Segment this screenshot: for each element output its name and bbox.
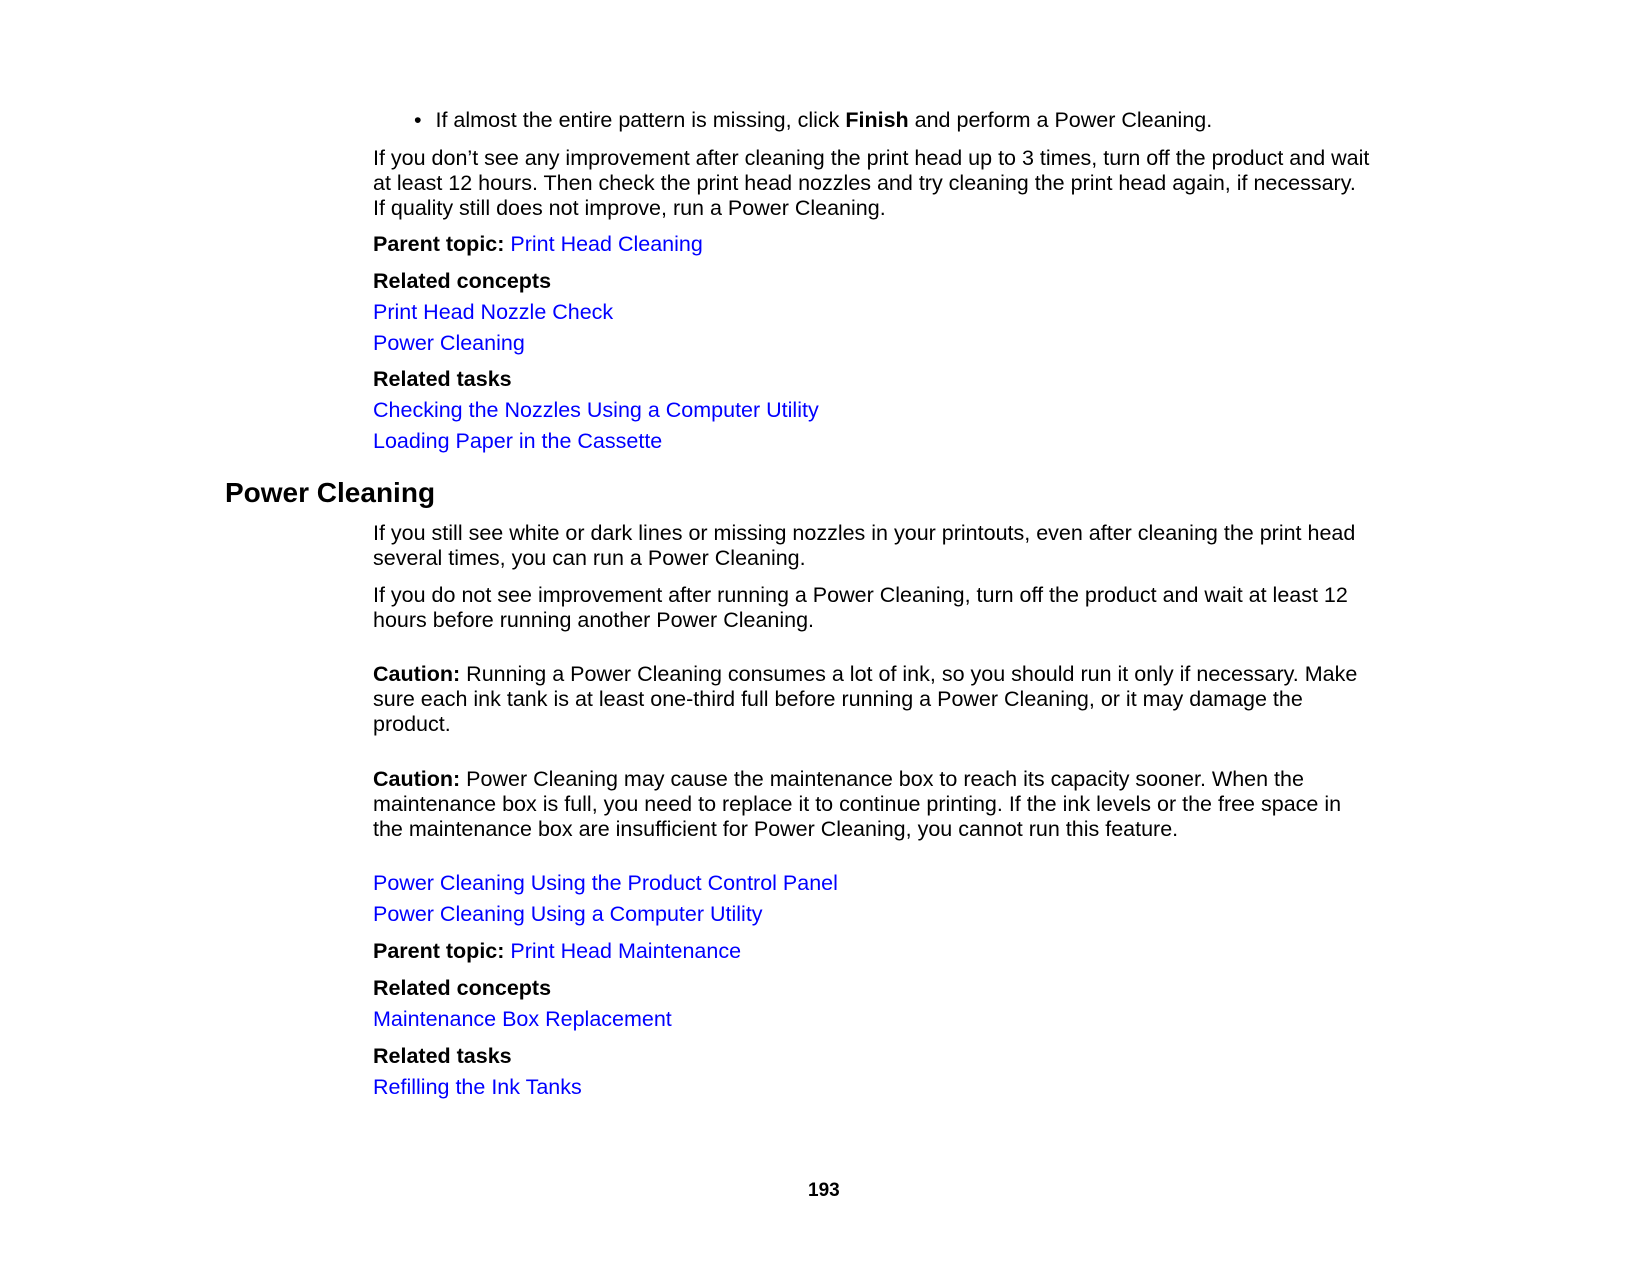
finish-bold: Finish — [845, 108, 909, 132]
parent-topic-label: Parent topic: — [373, 232, 505, 256]
caution-2-line-2: maintenance box is full, you need to replace it to continue printing. If the ink levels or the free space in — [373, 792, 1342, 816]
caution-1-line-3: product. — [373, 712, 451, 736]
link-refilling-ink-tanks[interactable]: Refilling the Ink Tanks — [373, 1075, 582, 1099]
parent-topic-label-2: Parent topic: — [373, 939, 505, 963]
parent-topic-2 — [373, 939, 741, 964]
improvement-line-2: hours before running another Power Cleaning. — [373, 608, 815, 632]
improvement-paragraph-line-3: If quality still does not improve, run a Power Cleaning. — [373, 196, 886, 220]
related-tasks-heading-2: Related tasks — [373, 1044, 512, 1068]
intro-line-1: If you still see white or dark lines or missing nozzles in your printouts, even after cleaning the print head — [373, 521, 1356, 545]
bullet-symbol: • — [414, 108, 422, 132]
parent-topic-link-print-head-maintenance[interactable]: Print Head Maintenance — [510, 939, 742, 963]
caution-1-text: Running a Power Cleaning consumes a lot of ink, so you should run it only if necessary. Make — [460, 662, 1358, 686]
bullet-text-post: and perform a Power Cleaning. — [908, 108, 1213, 132]
related-concepts-heading: Related concepts — [373, 269, 552, 293]
link-print-head-nozzle-check[interactable]: Print Head Nozzle Check — [373, 300, 614, 324]
improvement-line-1: If you do not see improvement after running a Power Cleaning, turn off the product and wait at least 12 — [373, 583, 1348, 607]
caution-1-line-2: sure each ink tank is at least one-third full before running a Power Cleaning, or it may damage the — [373, 687, 1303, 711]
related-tasks-heading: Related tasks — [373, 367, 512, 391]
link-power-cleaning-control-panel[interactable]: Power Cleaning Using the Product Control Panel — [373, 871, 838, 895]
link-power-cleaning[interactable]: Power Cleaning — [373, 331, 525, 355]
link-maintenance-box-replacement[interactable]: Maintenance Box Replacement — [373, 1007, 672, 1031]
improvement-paragraph-line-2: at least 12 hours. Then check the print head nozzles and try cleaning the print head again, if necessary. — [373, 171, 1356, 195]
bullet-text-pre: If almost the entire pattern is missing, click — [435, 108, 846, 132]
link-checking-nozzles-computer-utility[interactable]: Checking the Nozzles Using a Computer Utility — [373, 398, 819, 422]
link-power-cleaning-computer-utility[interactable]: Power Cleaning Using a Computer Utility — [373, 902, 763, 926]
caution-2-line-3: the maintenance box are insufficient for Power Cleaning, you cannot run this feature. — [373, 817, 1179, 841]
parent-topic — [373, 232, 703, 257]
caution-1-label: Caution: — [373, 662, 461, 686]
section-title: Power Cleaning — [225, 477, 436, 508]
caution-2-label: Caution: — [373, 767, 461, 791]
caution-2-line-1 — [373, 767, 1304, 792]
related-concepts-heading-2: Related concepts — [373, 976, 552, 1000]
bullet-item — [414, 108, 1212, 133]
intro-line-2: several times, you can run a Power Cleaning. — [373, 546, 806, 570]
caution-1-line-1 — [373, 662, 1357, 687]
caution-2-text: Power Cleaning may cause the maintenance box to reach its capacity sooner. When the — [460, 767, 1304, 791]
parent-topic-link-print-head-cleaning[interactable]: Print Head Cleaning — [510, 232, 703, 256]
link-loading-paper-cassette[interactable]: Loading Paper in the Cassette — [373, 429, 663, 453]
page-number: 193 — [808, 1180, 840, 1201]
improvement-paragraph-line-1: If you don’t see any improvement after cleaning the print head up to 3 times, turn off the product and wait — [373, 146, 1370, 170]
